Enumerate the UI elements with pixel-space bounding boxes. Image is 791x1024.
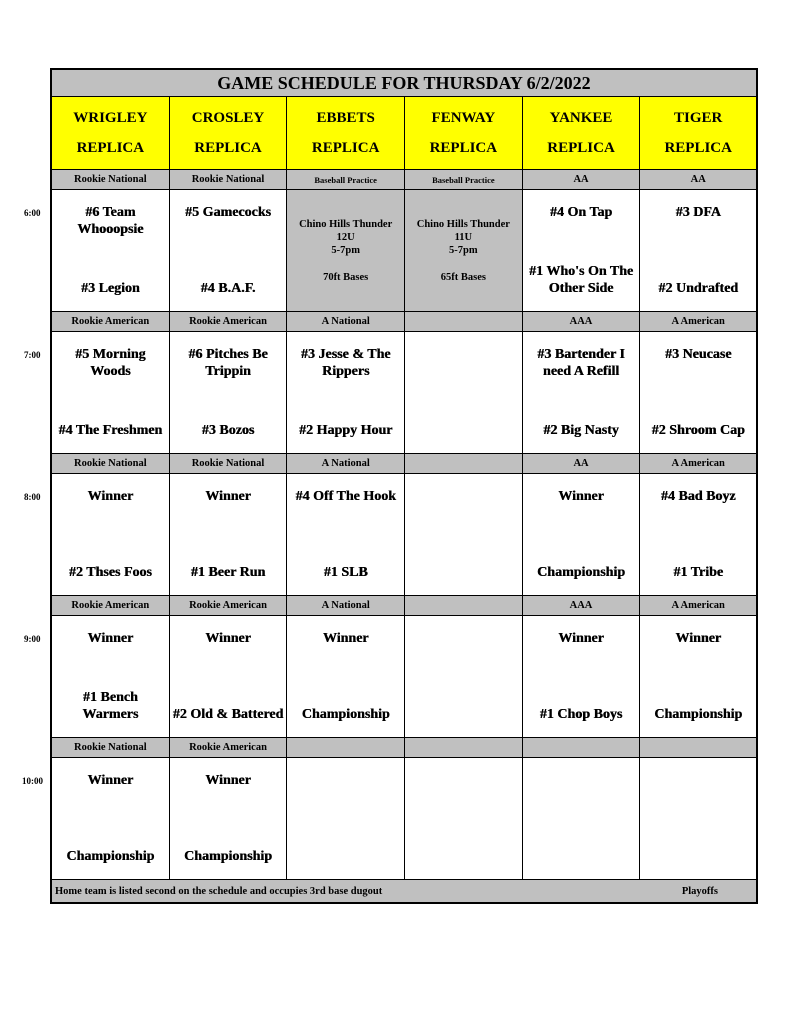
field-subtitle: REPLICA [76, 139, 145, 156]
away-team: #3 Bartender I need A Refill [537, 347, 625, 379]
away-team: #3 DFA [675, 205, 721, 220]
division-label: Rookie National [170, 170, 288, 189]
game-cell [523, 190, 641, 311]
practice-line: 5-7pm [449, 245, 478, 256]
division-label [405, 596, 523, 615]
away-team: Winner [675, 631, 722, 646]
game-cell [523, 758, 641, 879]
division-label: Rookie American [170, 312, 288, 331]
home-team: #4 B.A.F. [200, 281, 256, 296]
home-team: Championship [66, 849, 155, 864]
home-team: #1 Beer Run [190, 565, 266, 580]
field-name: EBBETS [316, 109, 375, 126]
division-label [405, 454, 523, 473]
schedule-footer [52, 880, 756, 902]
home-team: #4 The Freshmen [58, 423, 163, 438]
home-team: #3 Bozos [201, 423, 255, 438]
game-cell [170, 190, 288, 311]
division-row [52, 312, 756, 332]
game-cell [523, 616, 641, 737]
division-label: A American [640, 454, 756, 473]
away-team: #6 Team Whooopsie [77, 205, 144, 237]
away-team: Winner [205, 631, 251, 646]
division-label [523, 738, 641, 757]
practice-line: 70ft Bases [323, 272, 369, 283]
time-label: 7:00 [24, 350, 41, 360]
game-row [52, 474, 756, 596]
practice-line: 11U [454, 232, 473, 243]
game-cell [405, 332, 523, 453]
practice-line: 5-7pm [331, 245, 360, 256]
home-team: #2 Happy Hour [299, 423, 393, 438]
game-cell [287, 758, 405, 879]
away-team: Winner [205, 489, 251, 504]
away-team: #4 On Tap [549, 205, 613, 220]
footer-note: Home team is listed second on the schedule and occupies 3rd base dugout [55, 885, 383, 897]
home-team: Championship [654, 707, 743, 722]
game-cell [405, 758, 523, 879]
game-cell [405, 474, 523, 595]
game-cell [287, 474, 405, 595]
game-cell [287, 332, 405, 453]
division-label: AAA [523, 312, 641, 331]
time-label: 8:00 [24, 492, 41, 502]
away-team: #5 Gamecocks [185, 205, 271, 220]
home-team: #2 Undrafted [658, 281, 739, 296]
away-team: #4 Off The Hook [295, 489, 396, 504]
division-label: A National [287, 596, 405, 615]
game-cell [405, 616, 523, 737]
home-team: Championship [537, 565, 625, 580]
game-cell [52, 332, 170, 453]
division-label: Rookie American [52, 312, 170, 331]
practice-cell [287, 190, 405, 311]
game-cell [523, 332, 641, 453]
away-team: #4 Bad Boyz [660, 489, 736, 504]
game-cell [640, 616, 756, 737]
schedule-body [52, 170, 756, 880]
home-team: Championship [184, 849, 272, 864]
field-header-yankee [523, 97, 641, 169]
time-label: 10:00 [22, 776, 43, 786]
field-name: CROSLEY [191, 109, 265, 126]
division-row [52, 454, 756, 474]
away-team: Winner [87, 631, 134, 646]
field-subtitle: REPLICA [311, 139, 380, 156]
division-label: Baseball Practice [405, 170, 523, 189]
division-row [52, 738, 756, 758]
game-cell [640, 758, 756, 879]
field-name: WRIGLEY [73, 109, 148, 126]
home-team: #1 SLB [323, 565, 368, 580]
away-team: Winner [322, 631, 369, 646]
game-cell [640, 474, 756, 595]
division-label: A National [287, 454, 405, 473]
schedule-title: GAME SCHEDULE FOR THURSDAY 6/2/2022 [52, 70, 756, 97]
game-row [52, 190, 756, 312]
field-header-tiger [640, 97, 756, 169]
division-label: Rookie National [52, 454, 170, 473]
division-label: Rookie National [52, 738, 170, 757]
away-team: Winner [87, 773, 134, 788]
division-label [287, 738, 405, 757]
field-header-ebbets [287, 97, 405, 169]
home-team: #2 Shroom Cap [651, 423, 745, 438]
division-label: AA [640, 170, 756, 189]
game-cell [170, 332, 288, 453]
division-label: A American [640, 312, 756, 331]
field-subtitle: REPLICA [194, 139, 262, 156]
away-team: #5 Morning Woods [75, 347, 146, 379]
away-team: #6 Pitches Be Trippin [188, 347, 268, 379]
schedule-table [50, 68, 758, 904]
division-label: Rookie American [170, 738, 288, 757]
away-team: #3 Jesse & The Rippers [300, 347, 391, 379]
home-team: #2 Old & Battered [172, 707, 284, 722]
game-cell [640, 332, 756, 453]
game-cell [52, 474, 170, 595]
practice-line: Chino Hills Thunder [299, 219, 393, 230]
division-label: A American [640, 596, 756, 615]
division-row [52, 170, 756, 190]
home-team: #3 Legion [80, 281, 140, 296]
division-label: Rookie National [52, 170, 170, 189]
time-label: 9:00 [24, 634, 41, 644]
home-team: Championship [301, 707, 390, 722]
field-name: FENWAY [431, 109, 496, 126]
home-team: #2 Big Nasty [543, 423, 619, 438]
division-label [640, 738, 756, 757]
home-team: #2 Thses Foos [68, 565, 152, 580]
division-label: A National [287, 312, 405, 331]
practice-line: Chino Hills Thunder [416, 219, 510, 230]
division-label: Rookie American [170, 596, 288, 615]
field-name: TIGER [674, 109, 723, 126]
field-header-crosley [170, 97, 288, 169]
playoffs-legend: Playoffs [681, 885, 718, 897]
practice-line: 12U [336, 232, 355, 243]
field-name: YANKEE [549, 109, 613, 126]
game-cell [52, 190, 170, 311]
game-cell [640, 190, 756, 311]
field-header-fenway [405, 97, 523, 169]
game-cell [170, 474, 288, 595]
home-team: #1 Tribe [673, 565, 724, 580]
division-label: AA [523, 170, 641, 189]
game-cell [52, 758, 170, 879]
division-label: AAA [523, 596, 641, 615]
home-team: #1 Bench Warmers [82, 690, 139, 722]
home-team: #1 Who's On The Other Side [528, 264, 634, 296]
field-header-wrigley [52, 97, 170, 169]
field-subtitle: REPLICA [664, 139, 732, 156]
division-row [52, 596, 756, 616]
practice-line: 65ft Bases [440, 272, 486, 283]
game-row [52, 616, 756, 738]
game-cell [52, 616, 170, 737]
game-cell [170, 758, 288, 879]
game-cell [170, 616, 288, 737]
division-label: Rookie National [170, 454, 288, 473]
game-cell [523, 474, 641, 595]
division-label: AA [523, 454, 641, 473]
field-subtitle: REPLICA [429, 139, 498, 156]
game-row [52, 332, 756, 454]
division-label [405, 312, 523, 331]
practice-cell [405, 190, 523, 311]
away-team: Winner [87, 489, 134, 504]
home-team: #1 Chop Boys [539, 707, 623, 722]
division-label: Rookie American [52, 596, 170, 615]
away-team: Winner [558, 489, 604, 504]
field-header-row [52, 97, 756, 170]
game-cell [287, 616, 405, 737]
time-label: 6:00 [24, 208, 41, 218]
away-team: #3 Neucase [664, 347, 732, 362]
field-subtitle: REPLICA [547, 139, 615, 156]
division-label [405, 738, 523, 757]
away-team: Winner [558, 631, 604, 646]
game-row [52, 758, 756, 880]
away-team: Winner [205, 773, 251, 788]
division-label: Baseball Practice [287, 170, 405, 189]
